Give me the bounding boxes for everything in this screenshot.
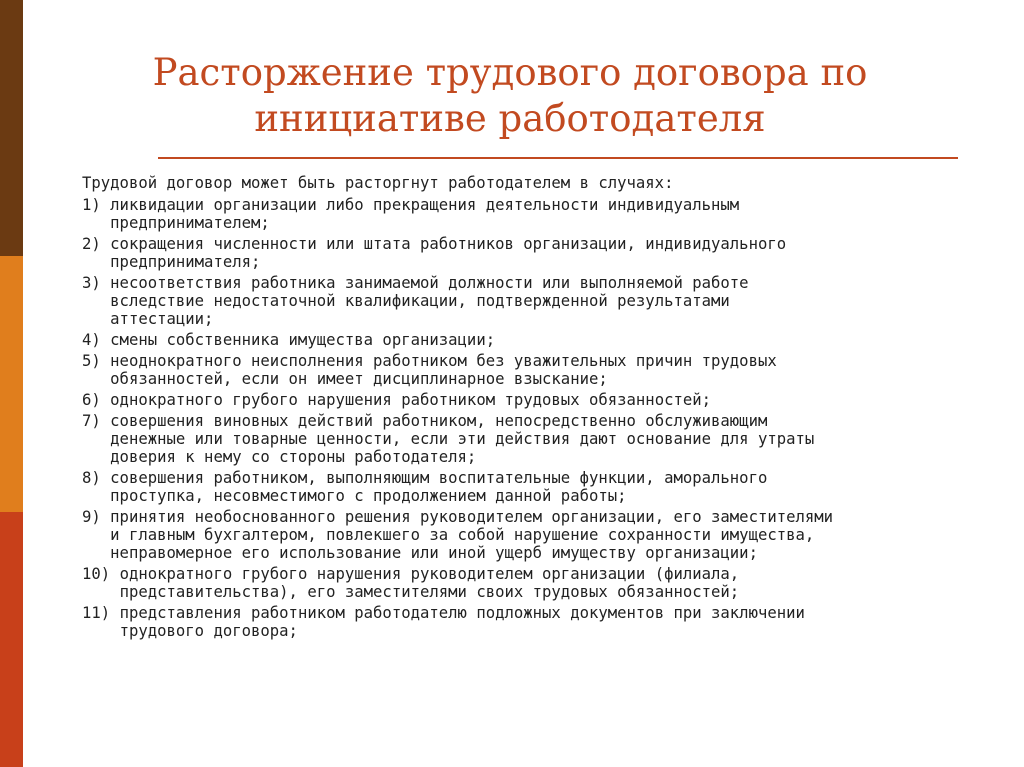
slide-body (82, 174, 1014, 643)
grounds-list (82, 196, 1014, 640)
item-text: принятия необоснованного решения руководителем организации, его заместителями и главным бухгалтером, повлекшего за собой нарушение сохранности имущества, неправомерное его использование или иной ущерб имуществу организации; (110, 508, 834, 562)
item-number: 1) (82, 196, 111, 214)
title-underline (158, 157, 958, 159)
item-text: смены собственника имущества организации; (110, 331, 496, 349)
list-item (82, 469, 1014, 505)
list-item (82, 508, 1014, 562)
list-item (82, 196, 1014, 232)
item-number: 11) (82, 604, 120, 622)
item-number: 10) (82, 565, 120, 583)
item-number: 2) (82, 235, 111, 253)
item-text: совершения работником, выполняющим воспитательные функции, аморального проступка, несовместимого с продолжением данной работы; (110, 469, 768, 505)
item-number: 4) (82, 331, 111, 349)
item-text: однократного грубого нарушения руководителем организации (филиала, представительства), его заместителями своих трудовых обязанностей; (119, 565, 740, 601)
item-text: несоответствия работника занимаемой должности или выполняемой работе вследствие недостаточной квалификации, подтвержденной результатами аттестации; (110, 274, 749, 328)
list-item (82, 604, 1014, 640)
list-item (82, 274, 1014, 328)
item-text: неоднократного неисполнения работником без уважительных причин трудовых обязанностей, если он имеет дисциплинарное взыскание; (110, 352, 777, 388)
title-line-2: инициативе работодателя (254, 97, 766, 140)
item-text: представления работником работодателю подложных документов при заключении трудового договора; (119, 604, 805, 640)
item-number: 5) (82, 352, 111, 370)
slide-title (150, 50, 870, 142)
list-item (82, 235, 1014, 271)
intro-text: Трудовой договор может быть расторгнут работодателем в случаях: (82, 174, 674, 192)
side-bar-bottom (0, 512, 23, 767)
list-item (82, 331, 1014, 349)
side-bar-middle (0, 256, 23, 512)
item-text: совершения виновных действий работником, непосредственно обслуживающим денежные или товарные ценности, если эти действия дают основание для утраты доверия к нему со стороны работодателя; (110, 412, 815, 466)
item-text: ликвидации организации либо прекращения деятельности индивидуальным предпринимателем; (110, 196, 740, 232)
title-line-1: Расторжение трудового договора по (152, 51, 868, 94)
side-bar-top (0, 0, 23, 256)
item-text: сокращения численности или штата работников организации, индивидуального предпринимателя; (110, 235, 787, 271)
item-number: 7) (82, 412, 111, 430)
list-item (82, 391, 1014, 409)
list-item (82, 565, 1014, 601)
list-item (82, 352, 1014, 388)
item-number: 8) (82, 469, 111, 487)
item-number: 6) (82, 391, 111, 409)
list-item (82, 412, 1014, 466)
item-number: 3) (82, 274, 111, 292)
item-number: 9) (82, 508, 111, 526)
item-text: однократного грубого нарушения работником трудовых обязанностей; (110, 391, 712, 409)
